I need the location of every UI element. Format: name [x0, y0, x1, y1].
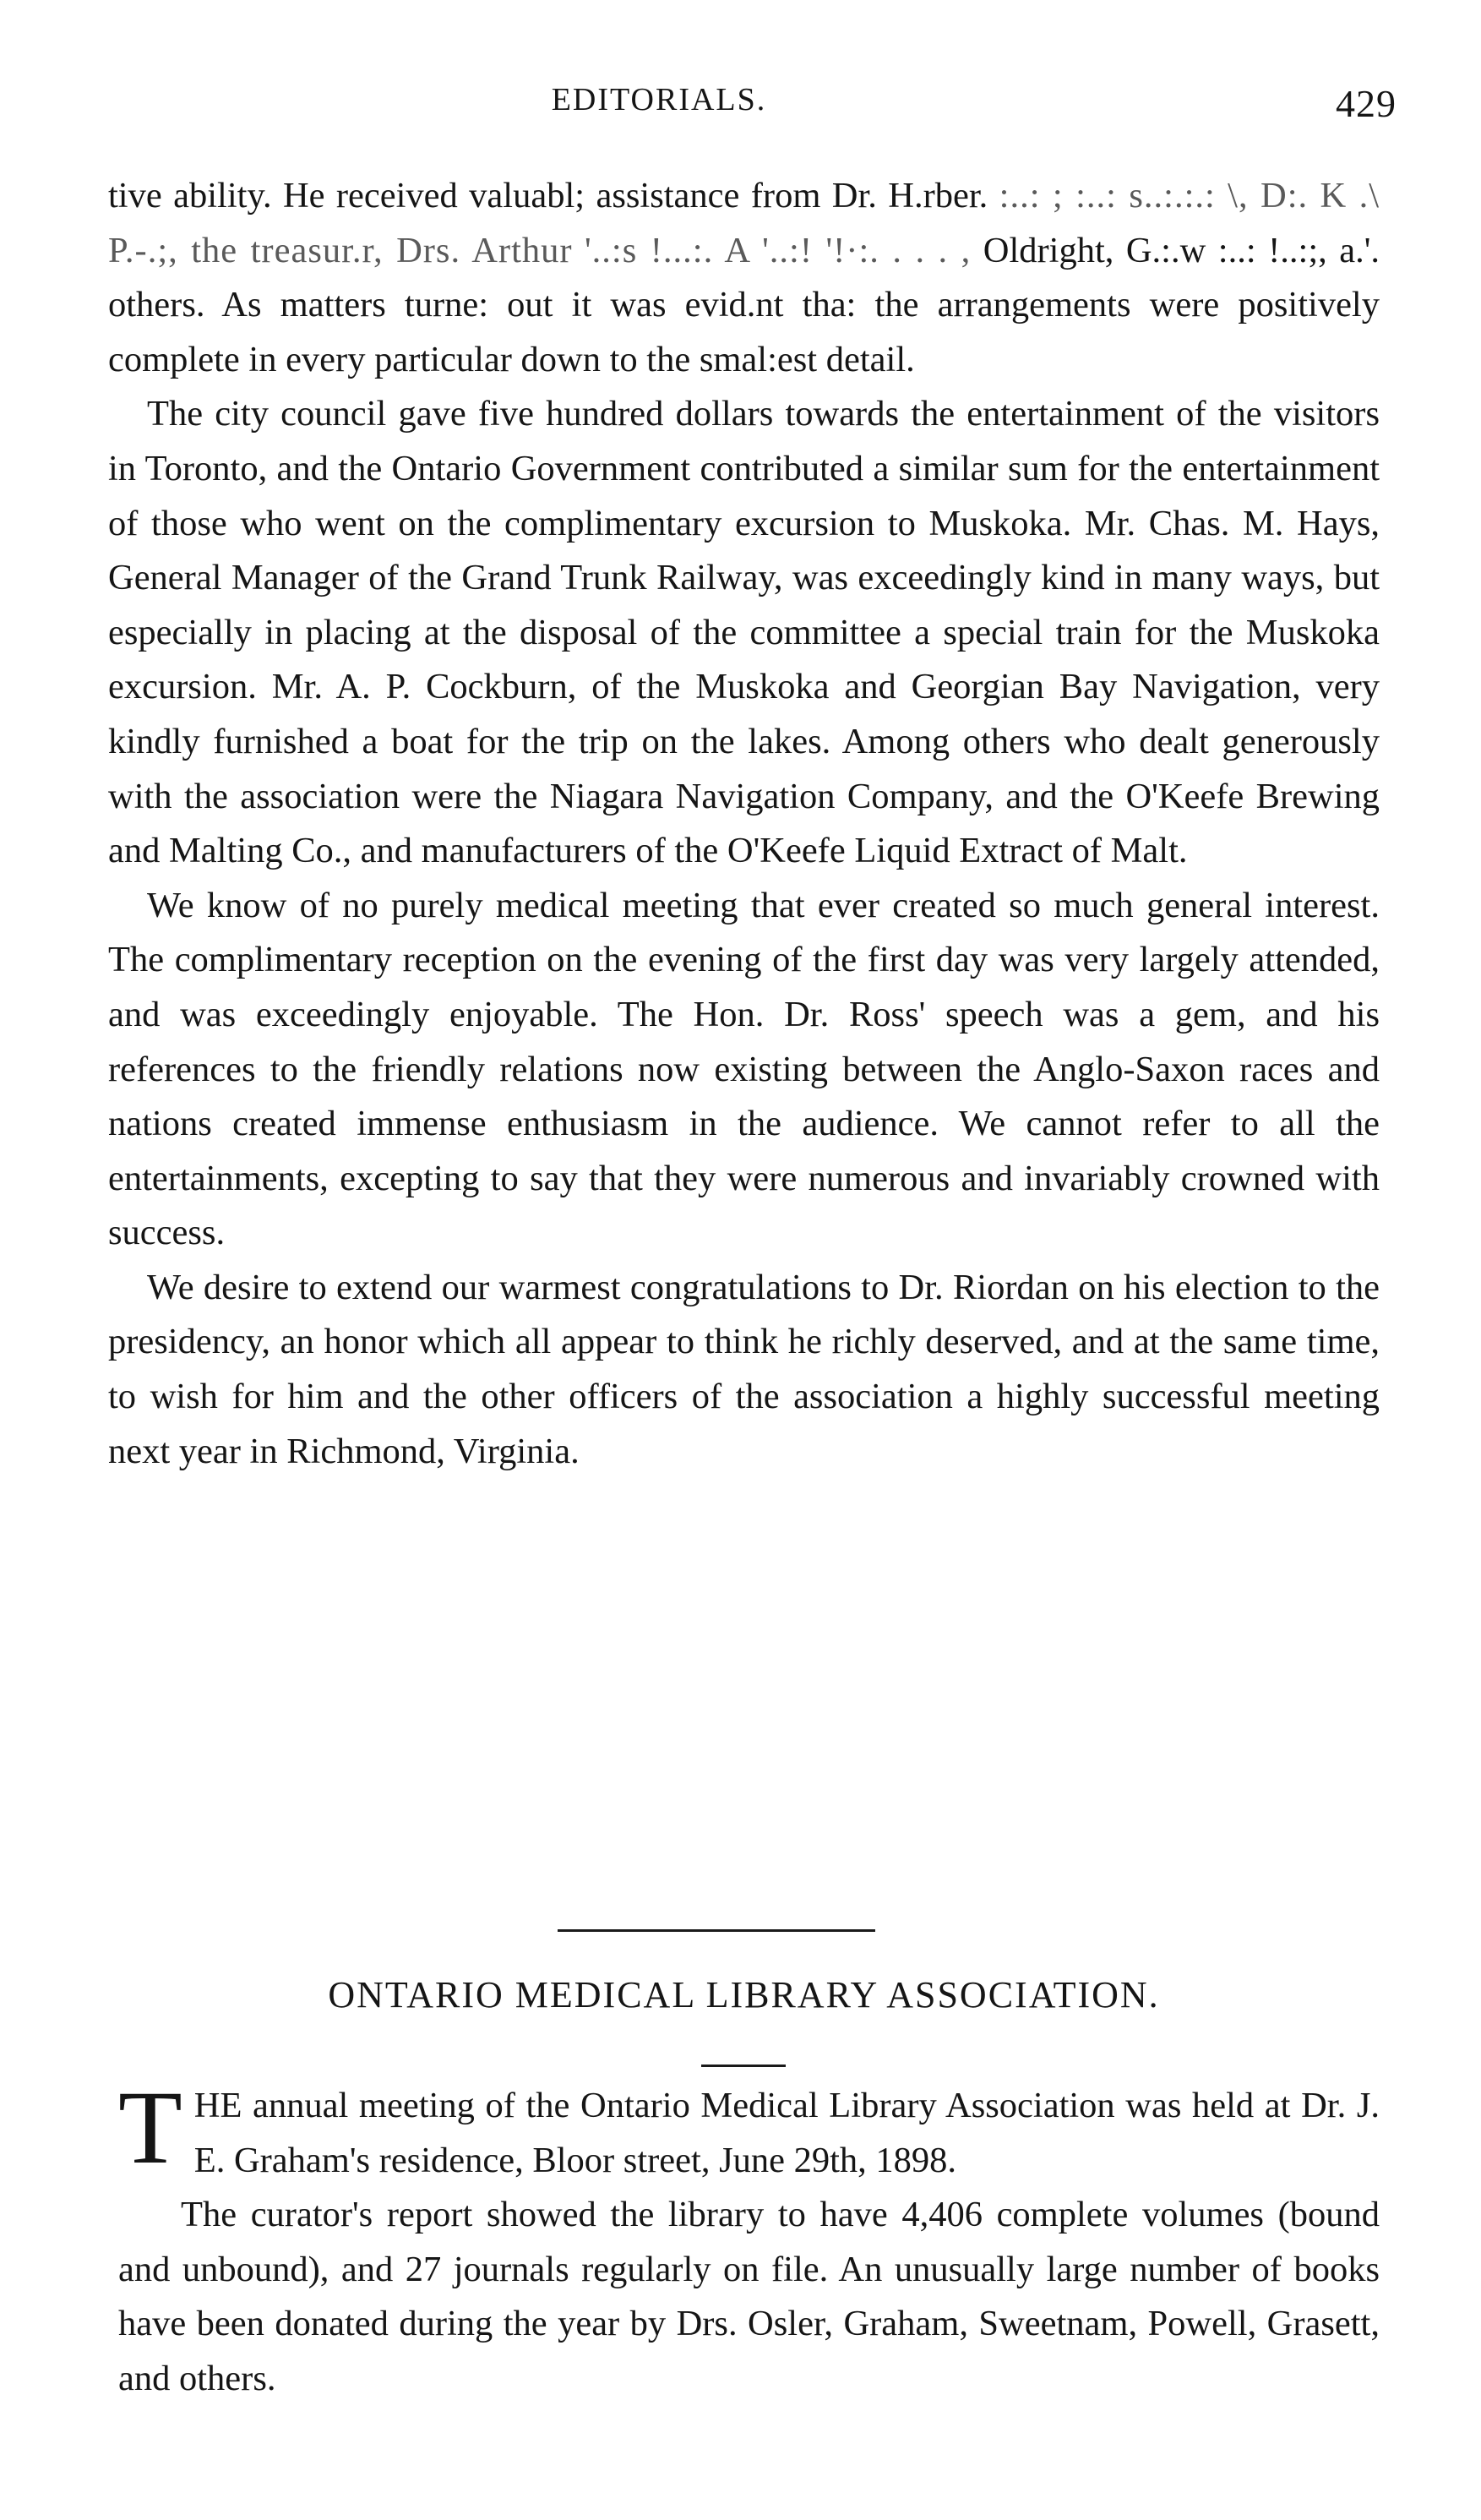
section-second-paragraph: The curator's report showed the library to have 4,406 complete volumes (bound and unbound), and 27 journals regularly on file. An unusually large number of books have been donated during the year by Drs. Osler, Graham, Sweetnam, Powell, Grasett, and others. — [118, 2195, 1380, 2398]
section-divider-rule — [558, 1929, 875, 1932]
section-body — [118, 2070, 1380, 2407]
running-head — [0, 74, 1481, 134]
paragraph-congratulations: We desire to extend our warmest congratulations to Dr. Riordan on his election to the presidency, an honor which all appear to think he richly deserved, and at the same time, to wish for him and the other officers of the association a highly successful meeting next year in Richmond, Virginia. — [108, 1267, 1380, 1471]
section-first-paragraph-text: HE annual meeting of the Ontario Medical Library Association was held at Dr. J. E. Graham's residence, Bloor street, June 29th, 1898. — [193, 2086, 1380, 2180]
paragraph-medical-meeting: We know of no purely medical meeting that ever created so much general interest. The complimentary reception on the evening of the first day was very largely attended, and was exceedingly enjoyable. The Hon. Dr. Ross' speech was a gem, and his references to the friendly relations now existing between the Anglo-Saxon races and nations created immense enthusiasm in the audience. We cannot refer to all the entertainments, excepting to say that they were numerous and invariably crowned with success. — [108, 885, 1380, 1253]
page-number: 429 — [1336, 82, 1397, 125]
paragraph-line: others. As matters turne: out it was evid.nt tha: the arrangements were positively complete in every particular down to the smal:est detail. — [108, 285, 1380, 379]
paragraph-continued — [108, 169, 1380, 387]
paragraph-line: tive ability. He received valuabl; assistance from Dr. H.rber. — [108, 176, 988, 215]
heading-underline-rule — [701, 2065, 786, 2067]
paragraph-line-faint: :..: ; :..: s..:.:.: \, D:. K .\ P.-.;, the treasur.r, Drs. Arthur — [108, 176, 1380, 270]
section-heading: ONTARIO MEDICAL LIBRARY ASSOCIATION. — [328, 1974, 1160, 2015]
editorial-body — [108, 169, 1380, 1479]
drop-cap: T — [118, 2070, 182, 2185]
paragraph-line: Oldright, G.:.w :..: !..:;, a.'. — [971, 230, 1380, 270]
section-first-paragraph — [118, 2070, 1380, 2188]
paragraph-line-faint: '..:s !...:. A '..:! '!·:. . . . , — [585, 230, 972, 270]
running-title: EDITORIALS. — [551, 82, 767, 117]
paragraph-city-council: The city council gave five hundred dollars towards the entertainment of the visitors in Toronto, and the Ontario Government contributed a similar sum for the entertainment of those who went on the complimentary excursion to Muskoka. Mr. Chas. M. Hays, General Manager of the Grand Trunk Railway, was exceedingly kind in many ways, but especially in placing at the disposal of the committee a special train for the Muskoka excursion. Mr. A. P. Cockburn, of the Muskoka and Georgian Bay Navigation, very kindly furnished a boat for the trip on the lakes. Among others who dealt generously with the association were the Niagara Navigation Company, and the O'Keefe Brewing and Malting Co., and manufacturers of the O'Keefe Liquid Extract of Malt. — [108, 394, 1380, 871]
